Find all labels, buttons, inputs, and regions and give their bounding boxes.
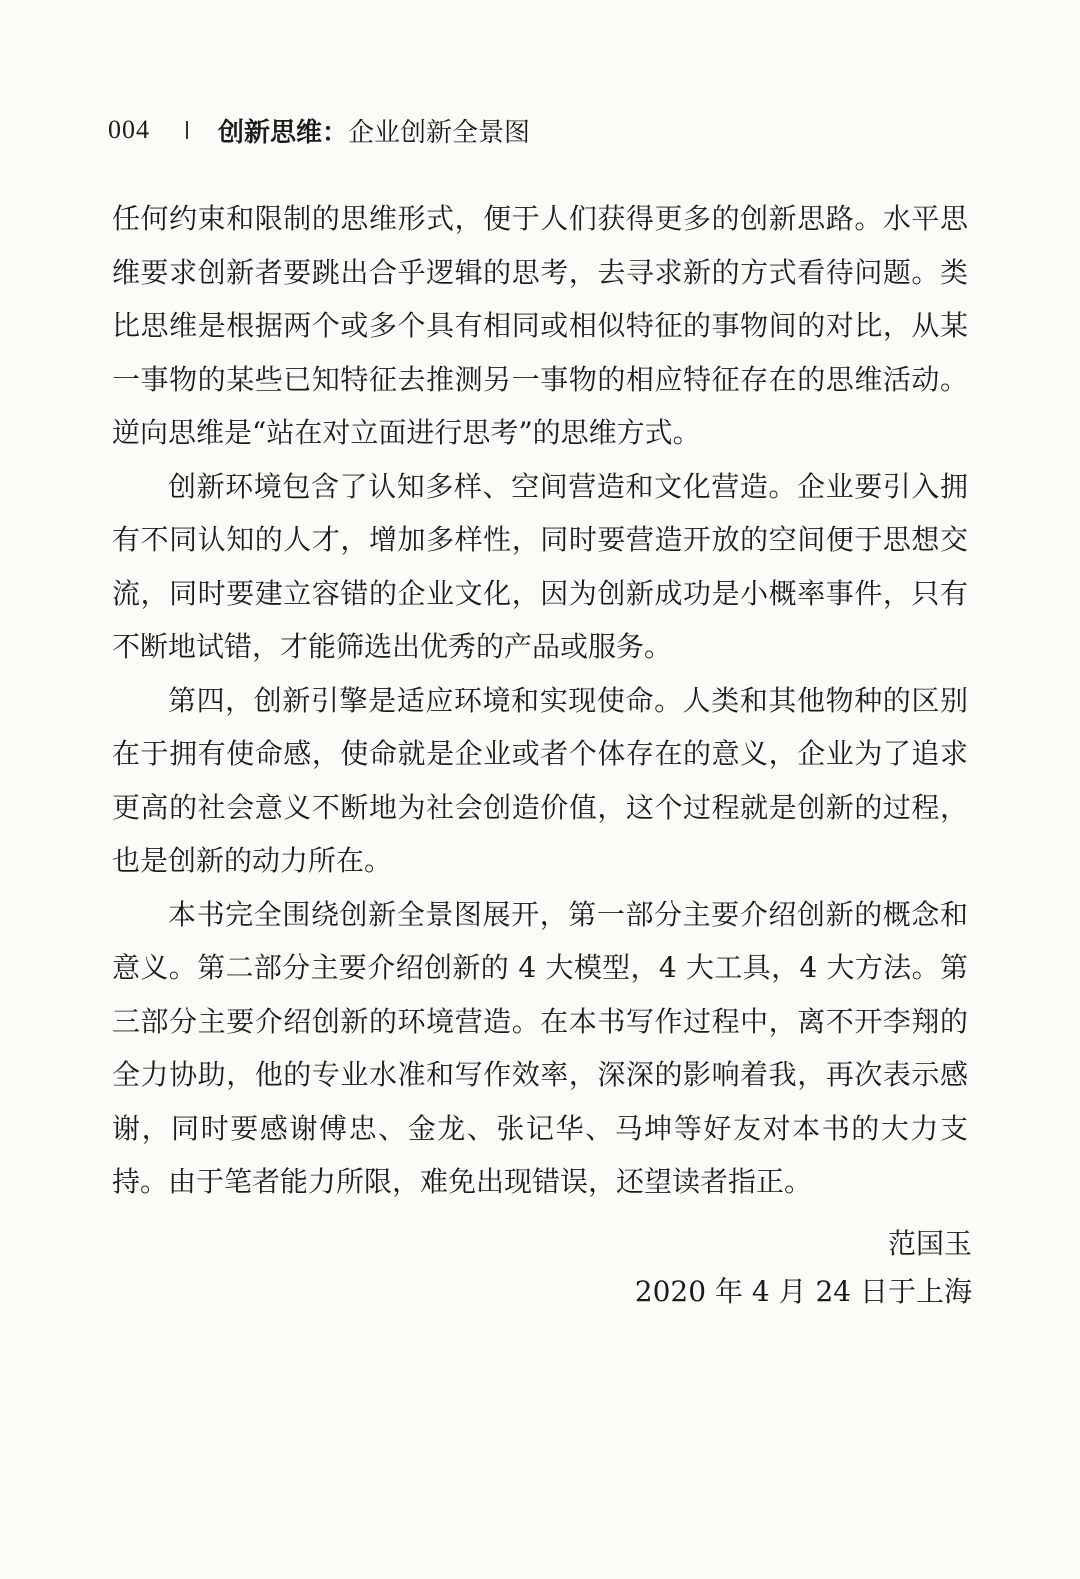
paragraph-innovation-environment: 创新环境包含了认知多样、空间营造和文化营造。企业要引入拥有不同认知的人才，增加多样性，同时要营造开放的空间便于思想交流，同时要建立容错的企业文化，因为创新成功是小概率事件，只有不断地试错，才能筛选出优秀的产品或服务。 — [112, 469, 968, 663]
author-name: 范国玉 — [887, 1227, 972, 1260]
book-title-subtitle: 企业创新全景图 — [348, 117, 531, 148]
running-header — [108, 106, 530, 154]
date-place: 2020 年 4 月 24 日于上海 — [634, 1275, 972, 1308]
book-title-main: 创新思维： — [218, 117, 349, 148]
body-text — [112, 192, 968, 1209]
header-divider — [186, 121, 188, 139]
paragraph-innovation-engine: 第四，创新引擎是适应环境和实现使命。人类和其他物种的区别在于拥有使命感，使命就是企业或者个体存在的意义，企业为了追求更高的社会意义不断地为社会创造价值，这个过程就是创新的过程，也是创新的动力所在。 — [112, 683, 968, 877]
paragraph-book-overview: 本书完全围绕创新全景图展开，第一部分主要介绍创新的概念和意义。第二部分主要介绍创新的 4 大模型，4 大工具，4 大方法。第三部分主要介绍创新的环境营造。在本书写作过程中，离不开李翔的全力协助，他的专业水准和写作效率，深深的影响着我，再次表示感谢，同时要感谢傅忠、金龙、张记华、马坤等好友对本书的大力支持。由于笔者能力所限，难免出现错误，还望读者指正。 — [112, 897, 968, 1198]
paragraph-continuation: 任何约束和限制的思维形式，便于人们获得更多的创新思路。水平思维要求创新者要跳出合乎逻辑的思考，去寻求新的方式看待问题。类比思维是根据两个或多个具有相同或相似特征的事物间的对比，从某一事物的某些已知特征去推测另一事物的相应特征存在的思维活动。逆向思维是“站在对立面进行思考”的思维方式。 — [112, 202, 968, 449]
page-number: 004 — [108, 115, 150, 144]
signature-block — [635, 1220, 972, 1316]
book-title — [218, 112, 530, 149]
